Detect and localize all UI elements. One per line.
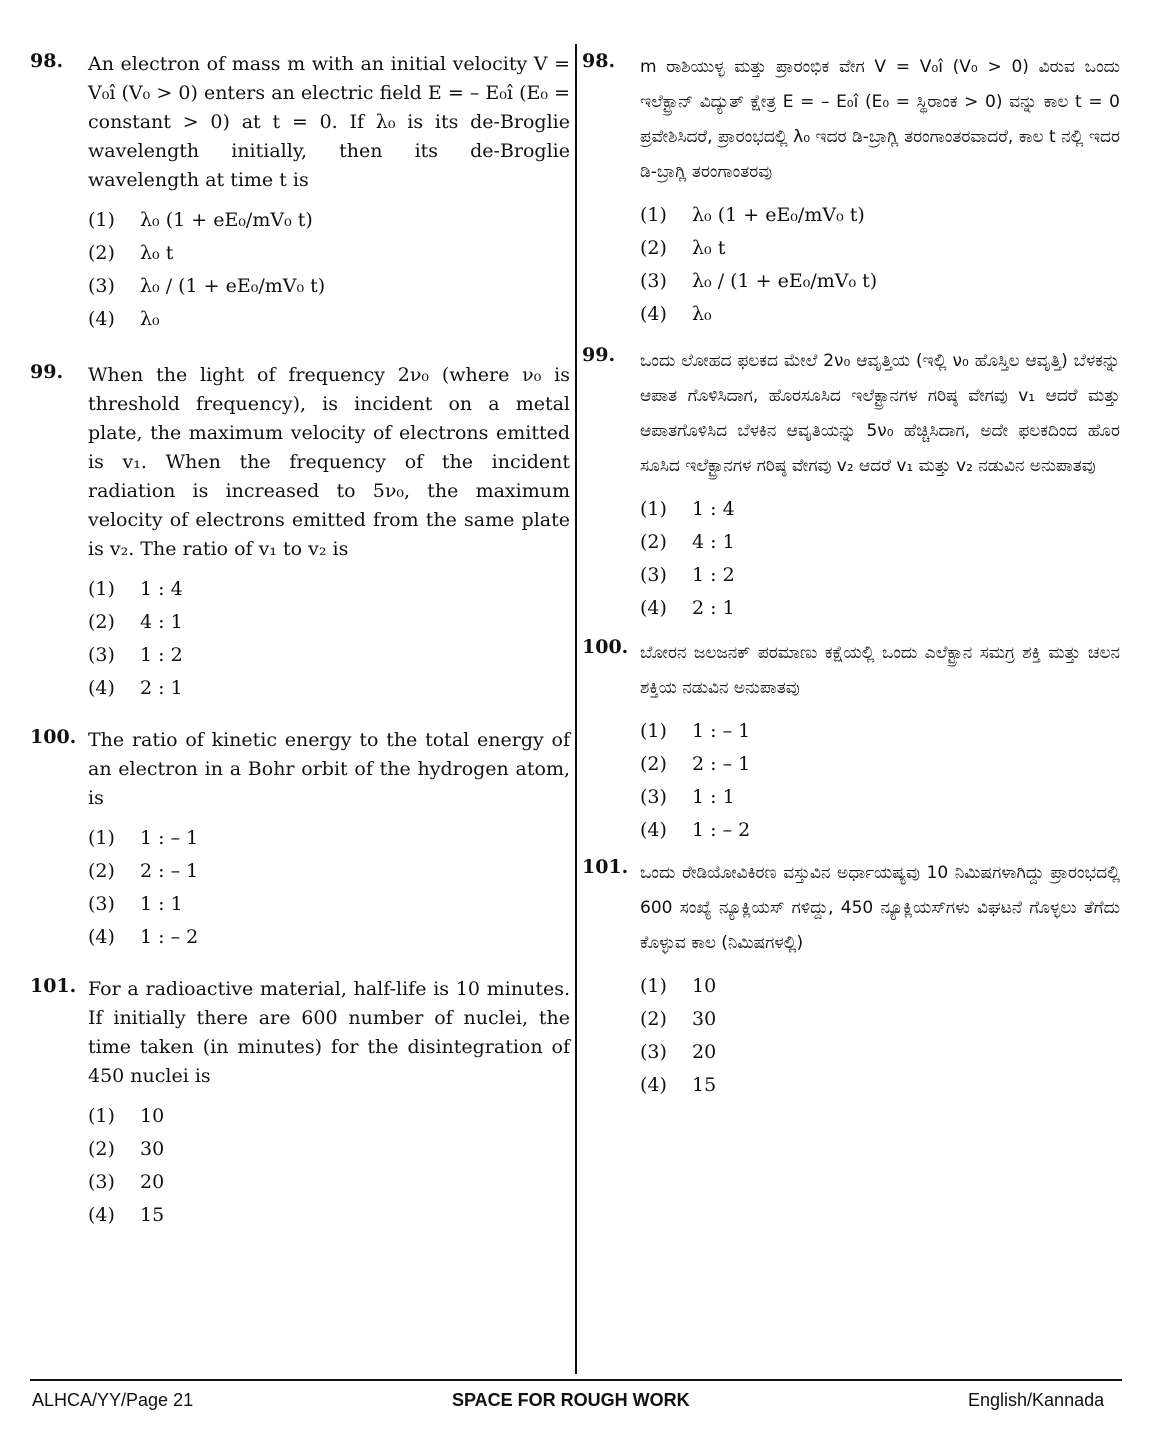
option-row — [88, 920, 570, 953]
option-row — [88, 854, 570, 887]
question-number: 100. — [582, 636, 629, 658]
option-number: (3) — [88, 1170, 115, 1193]
option-row — [88, 1099, 570, 1132]
english-column — [30, 50, 570, 1231]
option-value: 30 — [140, 1137, 165, 1160]
option-value: 1 : 4 — [692, 497, 735, 520]
option-value: 1 : 2 — [692, 563, 735, 586]
question-text: The ratio of kinetic energy to the total energy of an electron in a Bohr orbit of the hydrogen atom, is — [88, 729, 570, 809]
option-value: 1 : 2 — [140, 643, 183, 666]
question-text: When the light of frequency 2ν₀ (where ν₀ is threshold frequency), is incident on a metal plate, the maximum velocity of electrons emitted is v₁. When the frequency of the incident radiation is increased to 5ν₀, the maximum velocity of electrons emitted from the same plate is v₂. The ratio of v₁ to v₂ is — [88, 364, 570, 560]
option-value: 1 : – 2 — [140, 925, 199, 948]
option-value: 20 — [692, 1040, 717, 1063]
option-value: 10 — [692, 974, 717, 997]
option-value: λ₀ (1 + eE₀/mV₀ t) — [140, 208, 313, 231]
option-number: (1) — [640, 203, 667, 226]
option-row — [88, 269, 570, 302]
option-number: (4) — [88, 1203, 115, 1226]
option-number: (4) — [88, 925, 115, 948]
options-list — [640, 198, 1120, 330]
option-row — [88, 671, 570, 704]
option-value: λ₀ t — [140, 241, 174, 264]
question-number: 100. — [30, 726, 77, 748]
question-block — [30, 50, 570, 335]
question-block — [30, 726, 570, 953]
option-number: (1) — [88, 577, 115, 600]
option-value: 4 : 1 — [692, 530, 735, 553]
option-value: 1 : – 1 — [692, 719, 751, 742]
option-value: 15 — [692, 1073, 717, 1096]
option-number: (2) — [88, 610, 115, 633]
option-number: (2) — [88, 241, 115, 264]
option-number: (1) — [640, 497, 667, 520]
kannada-column — [582, 50, 1120, 1101]
option-row — [640, 591, 1120, 624]
option-row — [640, 297, 1120, 330]
question-text: ಒಂದು ಲೋಹದ ಫಲಕದ ಮೇಲೆ 2ν₀ ಆವೃತ್ತಿಯ (ಇಲ್ಲಿ ν₀ ಹೊಸ್ತಿಲ ಆವೃತ್ತಿ) ಬೆಳಕನ್ನು ಆಪಾತ ಗೊಳಿಸಿದಾಗ, ಹೊರಸೂಸಿದ ಇಲೆಕ್ಟ್ರಾನಗಳ ಗರಿಷ್ಠ ವೇಗವು v₁ ಆದರೆ ಮತ್ತು ಆಪಾತಗೊಳಿಸಿದ ಬೆಳಕಿನ ಆವೃತಿಯನ್ನು 5ν₀ ಹೆಚ್ಚಿಸಿದಾಗ, ಅದೇ ಫಲಕದಿಂದ ಹೊರ ಸೂಸಿದ ಇಲೆಕ್ಟ್ರಾನಗಳ ಗರಿಷ್ಠ ವೇಗವು v₂ ಆದರೆ v₁ ಮತ್ತು v₂ ನಡುವಿನ ಅನುಪಾತವು — [640, 351, 1120, 476]
option-row — [88, 1165, 570, 1198]
option-value: 1 : 1 — [692, 785, 735, 808]
option-number: (1) — [88, 1104, 115, 1127]
option-number: (3) — [640, 785, 667, 808]
option-row — [640, 747, 1120, 780]
option-value: λ₀ — [140, 307, 160, 330]
option-value: 1 : 1 — [140, 892, 183, 915]
question-text: For a radioactive material, half-life is 10 minutes. If initially there are 600 number of nuclei, the time taken (in minutes) for the disintegration of 450 nuclei is — [88, 978, 570, 1087]
option-number: (4) — [640, 596, 667, 619]
option-value: 15 — [140, 1203, 165, 1226]
option-value: 2 : 1 — [692, 596, 735, 619]
option-row — [88, 1132, 570, 1165]
footer-rule — [30, 1379, 1122, 1381]
option-value: λ₀ t — [692, 236, 726, 259]
question-block — [582, 636, 1120, 846]
option-number: (3) — [640, 269, 667, 292]
question-number: 99. — [582, 344, 616, 366]
option-value: 10 — [140, 1104, 165, 1127]
option-value: 1 : – 1 — [140, 826, 199, 849]
option-value: λ₀ — [692, 302, 712, 325]
question-number: 101. — [582, 856, 629, 878]
question-text: ಒಂದು ರೇಡಿಯೋವಿಕಿರಣ ವಸ್ತುವಿನ ಅರ್ಧಾಯಷ್ಯವು 10 ನಿಮಿಷಗಳಾಗಿದ್ದು ಪ್ರಾರಂಭದಲ್ಲಿ 600 ಸಂಖ್ಯೆ ನ್ಯೂಕ್ಲಿಯಸ್ ಗಳಿದ್ದು, 450 ನ್ಯೂಕ್ಲಿಯಸ್‌ಗಳು ವಿಘಟನೆ ಗೊಳ್ಳಲು ತೆಗೆದು ಕೊಳ್ಳುವ ಕಾಲ (ನಿಮಿಷಗಳಲ್ಲಿ) — [640, 863, 1120, 953]
option-row — [88, 1198, 570, 1231]
language-label: English/Kannada — [968, 1390, 1105, 1410]
options-list — [640, 969, 1120, 1101]
question-text: ಬೋರನ ಜಲಜನಕ್ ಪರಮಾಣು ಕಕ್ಷೆಯಲ್ಲಿ ಒಂದು ಎಲೆಕ್ಟ್ರಾನ ಸಮಗ್ರ ಶಕ್ತಿ ಮತ್ತು ಚಲನ ಶಕ್ತಿಯ ನಡುವಿನ ಅನುಪಾತವು — [640, 643, 1120, 698]
option-number: (3) — [88, 643, 115, 666]
option-row — [88, 638, 570, 671]
option-row — [640, 813, 1120, 846]
option-value: 30 — [692, 1007, 717, 1030]
option-number: (1) — [640, 974, 667, 997]
option-number: (4) — [88, 307, 115, 330]
option-number: (4) — [640, 818, 667, 841]
question-block — [582, 856, 1120, 1101]
option-row — [88, 572, 570, 605]
option-number: (4) — [640, 302, 667, 325]
option-number: (2) — [640, 530, 667, 553]
options-list — [88, 821, 570, 953]
option-number: (3) — [640, 1040, 667, 1063]
option-row — [88, 203, 570, 236]
options-list — [88, 1099, 570, 1231]
option-number: (1) — [640, 719, 667, 742]
option-row — [640, 198, 1120, 231]
option-number: (2) — [640, 752, 667, 775]
option-row — [640, 1068, 1120, 1101]
option-row — [640, 558, 1120, 591]
options-list — [640, 714, 1120, 846]
option-row — [88, 605, 570, 638]
option-value: 2 : – 1 — [692, 752, 751, 775]
option-row — [640, 492, 1120, 525]
option-row — [88, 302, 570, 335]
rough-work-label: SPACE FOR ROUGH WORK — [452, 1390, 690, 1410]
page-id: ALHCA/YY/Page 21 — [32, 1390, 194, 1410]
option-number: (2) — [88, 859, 115, 882]
options-list — [640, 492, 1120, 624]
option-number: (1) — [88, 208, 115, 231]
option-row — [640, 1035, 1120, 1068]
option-number: (4) — [88, 676, 115, 699]
option-number: (3) — [640, 563, 667, 586]
option-row — [640, 525, 1120, 558]
option-number: (3) — [88, 892, 115, 915]
question-block — [30, 361, 570, 704]
option-row — [640, 780, 1120, 813]
option-number: (2) — [640, 236, 667, 259]
question-block — [582, 50, 1120, 330]
option-number: (1) — [88, 826, 115, 849]
question-number: 98. — [30, 50, 64, 72]
question-number: 98. — [582, 50, 616, 72]
option-value: 1 : 4 — [140, 577, 183, 600]
question-text: m ರಾಶಿಯುಳ್ಳ ಮತ್ತು ಪ್ರಾರಂಭಿಕ ವೇಗ V = V₀î (V₀ > 0) ವಿರುವ ಒಂದು ಇಲೆಕ್ಟ್ರಾನ್ ವಿದ್ಯುತ್ ಕ್ಷೇತ್ರ E = – E₀î (E₀ = ಸ್ಥಿರಾಂಕ > 0) ವನ್ನು ಕಾಲ t = 0 ಪ್ರವೇಶಿಸಿದರೆ, ಪ್ರಾರಂಭದಲ್ಲಿ λ₀ ಇದರ ಡಿ-ಬ್ರಾಗ್ಲಿ ತರಂಗಾಂತರವಾದರೆ, ಕಾಲ t ನಲ್ಲಿ ಇದರ ಡಿ-ಬ್ರಾಗ್ಲಿ ತರಂಗಾಂತರವು — [640, 57, 1120, 182]
option-value: λ₀ / (1 + eE₀/mV₀ t) — [692, 269, 878, 292]
options-list — [88, 572, 570, 704]
column-divider — [575, 44, 577, 1374]
option-value: 1 : – 2 — [692, 818, 751, 841]
option-value: 20 — [140, 1170, 165, 1193]
options-list — [88, 203, 570, 335]
option-number: (4) — [640, 1073, 667, 1096]
option-value: 2 : – 1 — [140, 859, 199, 882]
option-number: (3) — [88, 274, 115, 297]
option-row — [88, 821, 570, 854]
option-row — [88, 236, 570, 269]
option-value: 2 : 1 — [140, 676, 183, 699]
option-row — [640, 231, 1120, 264]
option-row — [88, 887, 570, 920]
option-row — [640, 1002, 1120, 1035]
option-number: (2) — [88, 1137, 115, 1160]
question-block — [582, 344, 1120, 624]
option-row — [640, 714, 1120, 747]
option-value: λ₀ (1 + eE₀/mV₀ t) — [692, 203, 865, 226]
question-number: 99. — [30, 361, 64, 383]
option-row — [640, 969, 1120, 1002]
option-row — [640, 264, 1120, 297]
option-value: λ₀ / (1 + eE₀/mV₀ t) — [140, 274, 326, 297]
question-text: An electron of mass m with an initial velocity V = V₀î (V₀ > 0) enters an electric field E = – E₀î (E₀ = constant > 0) at t = 0. If λ₀ is its de-Broglie wavelength initially, then its de-Broglie wavelength at time t is — [88, 53, 570, 191]
option-number: (2) — [640, 1007, 667, 1030]
option-value: 4 : 1 — [140, 610, 183, 633]
question-block — [30, 975, 570, 1231]
question-number: 101. — [30, 975, 77, 997]
